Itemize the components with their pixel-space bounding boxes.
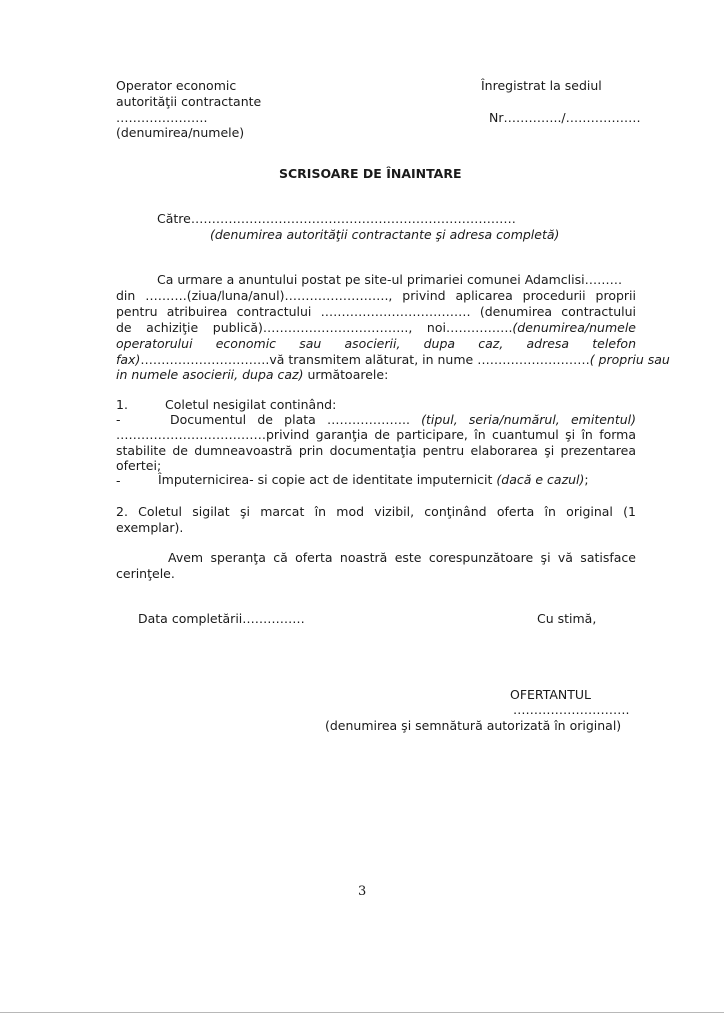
- item-1a-line-2: ………………………………privind garanţia de participare, în cuantumul şi în forma: [116, 427, 636, 442]
- bidder-label: OFERTANTUL: [510, 687, 592, 702]
- item-1a-line-3: stabilite de dumneavoastră prin documentaţia pentru elaborarea şi prezentarea: [116, 443, 636, 458]
- paragraph-1-line-4: de achiziţie publică)…………………………….., noi…………….(denumirea/numele: [116, 320, 636, 335]
- item-1a-line-1: Documentul de plata ……………….. (tipul, seria/numărul, emitentul): [170, 412, 637, 427]
- item-1a-line-4: ofertei;: [116, 458, 162, 473]
- paragraph-1-line-3: pentru atribuirea contractului ……………………………… (denumirea contractului: [116, 304, 636, 319]
- registration-number: Nr…………../………………: [489, 110, 641, 125]
- header-left-line2: autorităţii contractante: [116, 94, 262, 109]
- paragraph-1-line-6: fax)………………………….vă transmitem alăturat, in nume ………………………( propriu sau: [116, 352, 670, 367]
- paragraph-1-line-5: operatorului economic sau asocierii, dupa caz, adresa telefon: [116, 336, 636, 351]
- item-1-number: 1.: [116, 397, 128, 412]
- paragraph-1-line-2: din ……….(ziua/luna/anul)……………………., privind aplicarea procedurii proprii: [116, 288, 636, 303]
- item-2-line-1: 2. Coletul sigilat şi marcat în mod vizibil, conţinând oferta în original (1: [116, 504, 636, 519]
- closing-line-1: Avem speranţa că oferta noastră este corespunzătoare şi vă satisface: [168, 550, 636, 565]
- item-1a-dash: -: [116, 412, 121, 427]
- regards: Cu stimă,: [537, 611, 597, 626]
- signature-note: (denumirea şi semnătură autorizată în original): [325, 718, 622, 733]
- item-2-line-2: exemplar).: [116, 520, 184, 535]
- item-1b-text: Împuternicirea- si copie act de identitate imputernicit (dacă e cazul);: [158, 472, 589, 487]
- header-left-line1: Operator economic: [116, 78, 237, 93]
- completion-date: Data completării……………: [138, 611, 305, 626]
- signature-dots: ……………………….: [513, 702, 630, 717]
- item-1b-dash: -: [116, 473, 121, 488]
- paragraph-1-line-1: Ca urmare a anuntului postat pe site-ul primariei comunei Adamclisi………: [157, 272, 623, 287]
- page-number: 3: [358, 884, 367, 899]
- header-left-line3: ………………….: [116, 110, 208, 125]
- item-1-text: Coletul nesigilat continând:: [165, 397, 337, 412]
- document-title: SCRISOARE DE ÎNAINTARE: [279, 166, 462, 181]
- page-edge-divider: [0, 1012, 724, 1013]
- recipient-note: (denumirea autorităţii contractante şi adresa completă): [210, 227, 560, 242]
- closing-line-2: cerinţele.: [116, 566, 175, 581]
- paragraph-1-line-7: in numele asocierii, dupa caz) următoarele:: [116, 367, 389, 382]
- recipient-line: Către……………………………………………………………………: [157, 211, 516, 226]
- header-left-line4: (denumirea/numele): [116, 125, 245, 140]
- header-right-line1: Înregistrat la sediul: [481, 78, 602, 93]
